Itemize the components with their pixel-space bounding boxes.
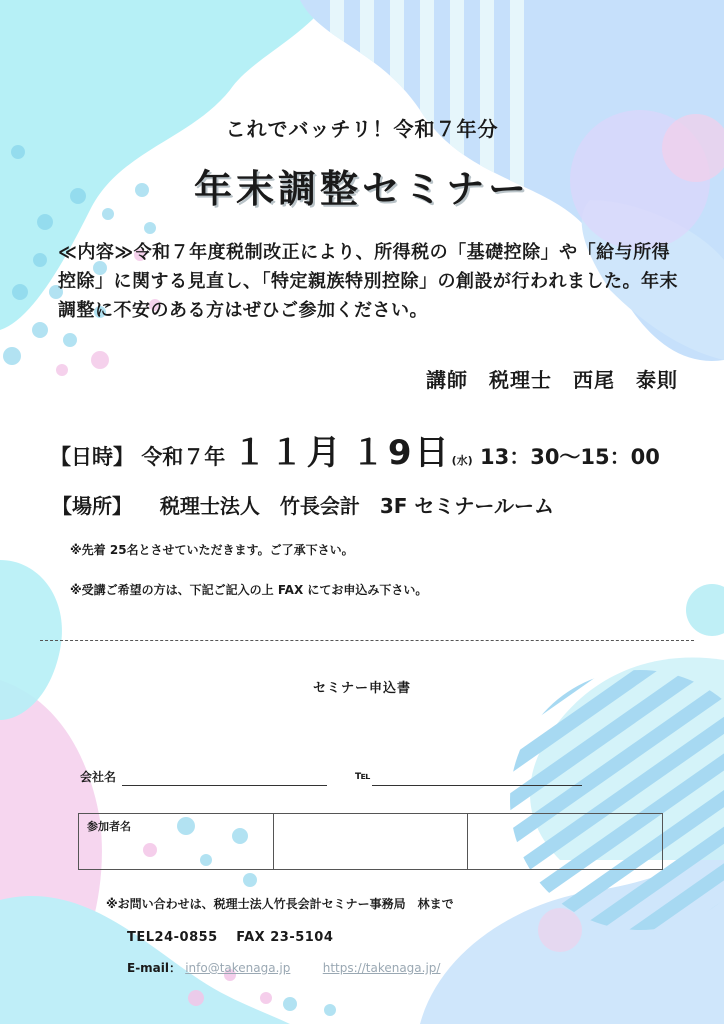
participants-table	[78, 813, 663, 870]
company-label: 会社名	[80, 770, 117, 784]
schedule-weekday: (水)	[451, 454, 473, 467]
fax-note: ※受講ご希望の方は、下記ご記入の上 FAX にてお申込み下さい。	[70, 583, 428, 597]
catchphrase: これでバッチリ！令和７年分	[225, 117, 499, 141]
tel-label: ℡	[355, 768, 371, 782]
place-value: 税理士法人 竹長会計 3F セミナールーム	[159, 494, 555, 518]
lecturer-name: 講師 税理士 西尾 泰則	[426, 368, 678, 392]
contact-email-row	[127, 959, 440, 976]
email-link[interactable]: info@takenaga.jp	[185, 961, 291, 975]
company-field[interactable]	[122, 785, 327, 786]
schedule-era: 令和７年	[141, 445, 226, 469]
place-label: 【場所】	[52, 494, 132, 518]
participant-cell-2[interactable]	[273, 814, 468, 869]
email-label: E-mail：	[127, 961, 182, 975]
contact-tel-fax: TEL24-0855 FAX 23-5104	[127, 930, 334, 945]
schedule-time: 13：30～15：00	[479, 445, 660, 469]
participant-cell-3[interactable]	[467, 814, 662, 869]
seminar-description: ≪内容≫令和７年度税制改正により、所得税の「基礎控除」や「給与所得控除」に関する見直し、「特定親族特別控除」の創設が行われました。年末調整に不安のある方はぜひご参加ください。	[58, 242, 678, 321]
cut-line	[40, 640, 694, 641]
schedule-row	[50, 425, 660, 474]
application-form-title: セミナー申込書	[312, 681, 411, 696]
website-link[interactable]: https://takenaga.jp/	[322, 961, 441, 975]
place-row	[52, 490, 554, 519]
schedule-day-number: １9	[350, 433, 415, 473]
participant-cell-1[interactable]	[79, 814, 273, 869]
contact-note: ※お問い合わせは、税理士法人竹長会計セミナー事務局 林まで	[106, 897, 454, 911]
participants-label: 参加者名	[87, 820, 131, 833]
capacity-note: ※先着 25名とさせていただきます。ご了承下さい。	[70, 543, 354, 557]
schedule-month-unit: 月	[306, 433, 344, 473]
schedule-month-number: １１	[232, 433, 307, 473]
schedule-day-unit: 日	[414, 433, 452, 473]
tel-field[interactable]	[372, 785, 582, 786]
page-title: 年末調整セミナー	[193, 167, 530, 211]
schedule-label: 【日時】	[50, 445, 134, 469]
